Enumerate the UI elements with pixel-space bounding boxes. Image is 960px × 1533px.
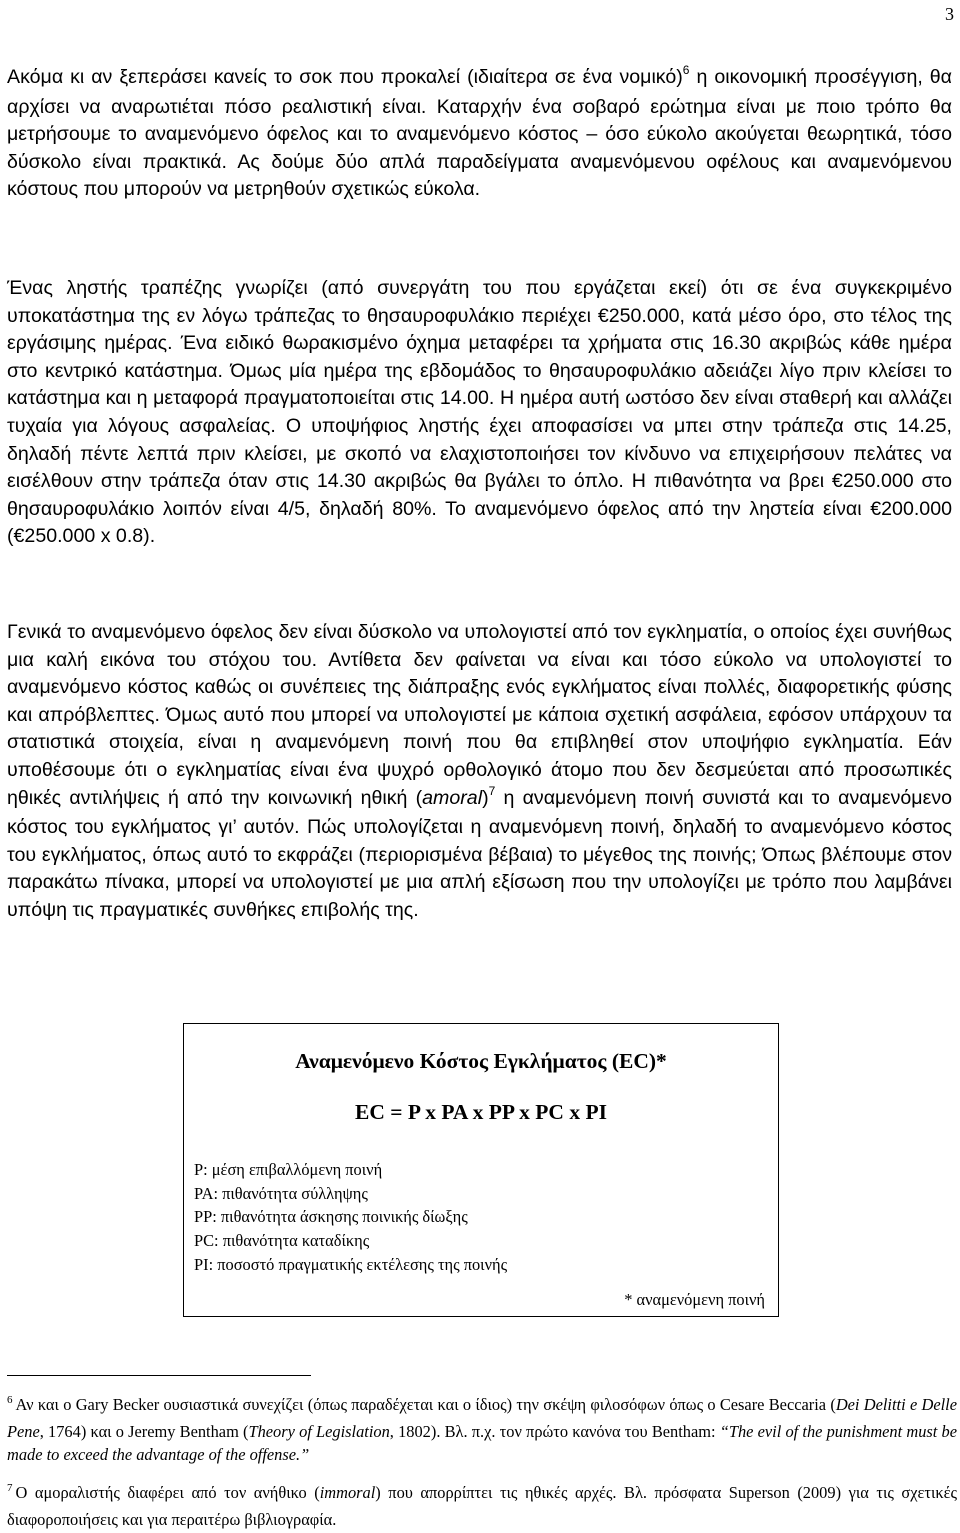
paragraph-bank-robber: Ένας ληστής τραπέζης γνωρίζει (από συνεργάτη του που εργάζεται εκεί) ότι σε ένα συγκεκριμένο υποκατάστημα της εν λόγω τράπεζας το θησαυροφυλάκιο περιέχει €250.000, κατά μέσο όρο, στο τέλος της εργάσιμης ημέρας. Ένα ειδικό θωρακισμένο όχημα μεταφέρει τα χρήματα στις 16.30 ακριβώς κάθε ημέρα στο κεντρικό κατάστημα. Όμως μία ημέρα της εβδομάδος το θησαυροφυλάκιο αδειάζει λίγο πριν κλείσει το κατάστημα και η μεταφορά πραγματοποιείται στις 14.00. Η ημέρα αυτή ωστόσο δεν είναι σταθερή και αλλάζει τυχαία για λόγους ασφαλείας. Ο υποψήφιος ληστής έχει αποφασίσει να μπει στην τράπεζα στις 14.25, δηλαδή πέντε λεπτά πριν κλείσει, με σκοπό να ελαχιστοποιήσει τον κίνδυνο να επιχειρήσουν πελάτες να εισέλθουν στην τράπεζα όταν στις 14.30 ακριβώς θα βγάλει το όπλο. Η πιθανότητα να βρει €250.000 στο θησαυροφυλάκιο λοιπόν είναι 4/5, δηλαδή 80%. Το αναμενόμενο όφελος από την ληστεία είναι €200.000 (€250.000 x 0.8).	[7, 277, 952, 548]
paragraph-expected-cost	[7, 619, 952, 925]
footnote-6	[7, 1393, 957, 1467]
footnote-italic-term: immoral	[319, 1483, 376, 1502]
term-amoral: amoral	[422, 786, 483, 809]
footnote-ref-6[interactable]: 6	[682, 63, 690, 77]
paragraph-intro	[7, 64, 952, 204]
formula-equation: EC = P x PA x PP x PC x PI	[355, 1100, 607, 1124]
expected-cost-formula-box	[183, 1023, 779, 1317]
paragraph-intro-text: Ακόμα κι αν ξεπεράσει κανείς το σοκ που προκαλεί (ιδιαίτερα σε ένα νομικό)	[7, 66, 683, 88]
paragraph-expected-cost-text-cont: η αναμενόμενη ποινή συνιστά και το αναμενόμενο κόστος του εγκλήματος γι’ αυτόν. Πώς υπολογίζεται η αναμενόμενη ποινή, δηλαδή το αναμενόμενο κόστος του εγκλήματος, όπως αυτό το εκφράζει (περιορισμένα βέβαια) το μέγεθος της ποινής; Όπως βλέπουμε στον παρακάτω πίνακα, μπορεί να υπολογιστεί με μια απλή εξίσωση που την υπολογίζει με τρόπο που λαμβάνει υπόψη τις πραγματικές συνθήκες επιβολής της.	[7, 786, 953, 921]
definition-item: PA: πιθανότητα σύλληψης	[194, 1183, 368, 1203]
footnote-ref-7[interactable]: 7	[488, 783, 496, 798]
footnote-italic-title: Dei Delitti e Delle Pene	[7, 1395, 958, 1441]
definition-item: PP: πιθανότητα άσκησης ποινικής δίωξης	[194, 1207, 468, 1227]
footnote-text: Ο αμοραλιστής διαφέρει από τον ανήθικο (	[15, 1483, 320, 1502]
paragraph-expected-cost-text: Γενικά το αναμενόμενο όφελος δεν είναι δύσκολο να υπολογιστεί από τον εγκληματία, ο οποίος έχει συνήθως μια καλή εικόνα του στόχου του. Αντίθετα δεν φαίνεται να είναι και τόσο εύκολο να υπολογιστεί το αναμενόμενο κόστος καθώς οι συνέπειες της διάπραξης ενός εγκλήματος είναι πολλές, διαφορετικής φύσης και απρόβλεπτες. Όμως αυτό που μπορεί να υπολογιστεί με κάποια σχετική ασφάλεια, εφόσον υπάρχουν τα στατιστικά στοιχεία, είναι η αναμενόμενη ποινή που θα επιβληθεί στον υποψήφιο εγκληματία. Εάν υποθέσουμε ότι ο εγκληματίας είναι ένα ψυχρό ορθολογικό άτομο που δεν δεσμεύεται από προσωπικές ηθικές αντιλήψεις ή από την κοινωνική ηθική (	[7, 621, 952, 809]
definition-item: P: μέση επιβαλλόμενη ποινή	[194, 1160, 383, 1179]
footnote-italic-quote: “The evil of the punishment must be made to exceed the advantage of the offense.”	[7, 1421, 957, 1465]
formula-box-title: Αναμενόμενο Κόστος Εγκλήματος (EC)*	[295, 1049, 667, 1073]
footnote-italic-title: Theory of Legislation	[248, 1421, 390, 1441]
footnote-text: Αν και ο Gary Becker ουσιαστικά συνεχίζει (όπως παραδέχεται και ο ίδιος) την σκέψη φιλοσόφων όπως ο Cesare Beccaria (	[15, 1395, 836, 1414]
paragraph-expected-cost-paren: )	[482, 786, 489, 809]
formula-box-note: * αναμενόμενη ποινή	[624, 1290, 765, 1309]
footnote-number: 6	[7, 1394, 13, 1406]
footnote-number: 7	[7, 1482, 13, 1494]
footnote-text: , 1764) και ο Jeremy Bentham (	[39, 1421, 249, 1441]
footnote-separator	[7, 1375, 311, 1376]
formula-definitions	[194, 1158, 507, 1277]
paragraph-intro-text-cont: η οικονομική προσέγγιση, θα αρχίσει να αναρωτιέται πόσο ρεαλιστική είναι. Καταρχήν ένα σοβαρό ερώτημα είναι με ποιο τρόπο θα μετρήσουμε το αναμενόμενο όφελος και το αναμενόμενο κόστος – όσο εύκολο ακούγεται θεωρητικά, τόσο δύσκολο είναι πρακτικά. Ας δούμε δύο απλά παραδείγματα αναμενόμενου οφέλους και αναμενόμενου κόστους που μπορούν να μετρηθούν σχετικώς εύκολα.	[7, 66, 952, 201]
footnote-text: , 1802). Βλ. π.χ. τον πρώτο κανόνα του Bentham:	[389, 1421, 720, 1441]
definition-item: PC: πιθανότητα καταδίκης	[194, 1231, 370, 1251]
definition-item: PI: ποσοστό πραγματικής εκτέλεσης της ποινής	[194, 1254, 508, 1274]
footnote-text: ) που απορρίπτει τις ηθικές αρχές. Βλ. πρόσφατα Superson (2009) για τις σχετικές διαφοροποιήσεις και για περαιτέρω βιβλιογραφία.	[7, 1483, 958, 1529]
page-number: 3	[945, 4, 954, 24]
footnote-7	[7, 1481, 957, 1531]
